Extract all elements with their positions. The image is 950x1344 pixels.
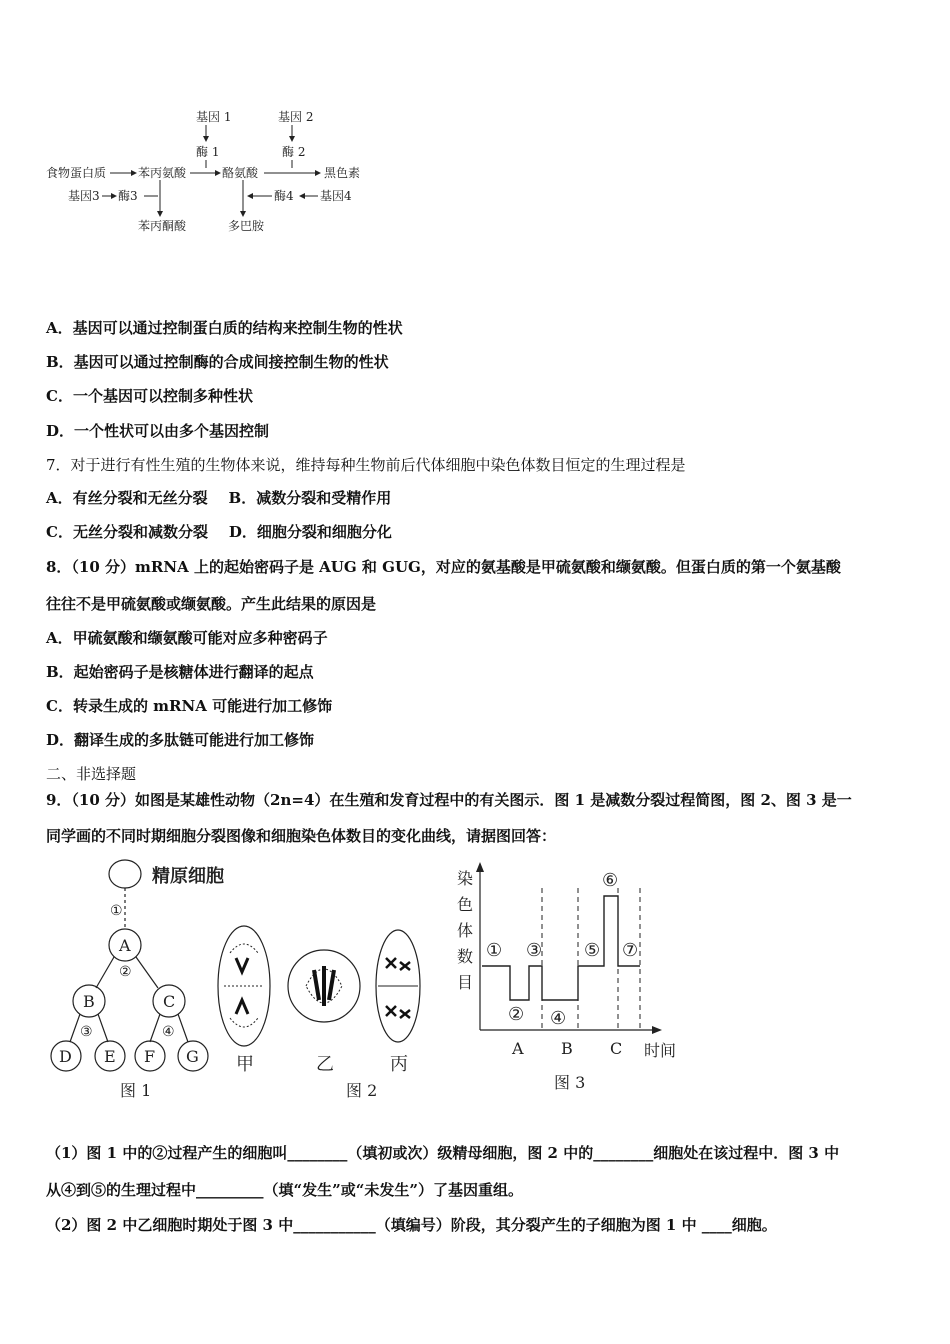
metabolic-pathway-diagram	[40, 100, 380, 250]
food-protein-label: 食物蛋白质	[46, 166, 107, 180]
q7-stem: 7．对于进行有性生殖的生物体来说，维持每种生物前后代体细胞中染色体数目恒定的生理过程是	[46, 456, 686, 474]
figure-3-chromosome-chart	[457, 862, 676, 1092]
melanin-label: 黑色素	[324, 166, 361, 180]
fig3-stage-7: ⑦	[622, 940, 639, 961]
fig3-caption: 图 3	[554, 1073, 586, 1092]
enzyme1-label: 酶 1	[196, 145, 220, 159]
fig3-stage-1: ①	[486, 940, 503, 961]
figure-2-cell-images	[218, 926, 420, 1100]
fig1-step2: ②	[119, 964, 132, 980]
spermatogonium-label: 精原细胞	[152, 866, 224, 887]
fig1-step3: ③	[80, 1024, 93, 1040]
q8-stem-line2: 往往不是甲硫氨酸或缬氨酸。产生此结果的原因是	[46, 595, 377, 613]
fig2-yi: 乙	[316, 1054, 334, 1075]
q8-option-b: B．起始密码子是核糖体进行翻译的起点	[46, 663, 314, 681]
gene4-label: 基因4	[320, 189, 352, 203]
tyr-label: 酪氨酸	[222, 166, 259, 180]
fig3-stage-5: ⑤	[584, 940, 601, 961]
fig1-step1: ①	[110, 903, 123, 919]
q6-option-d: D．一个性状可以由多个基因控制	[46, 422, 270, 440]
q9-sub1-line1: （1）图 1 中的②过程产生的细胞叫________（填初或次）级精母细胞，图 2 中的________细胞处在该过程中．图 3 中	[46, 1144, 840, 1162]
fig1-node-a: A	[119, 936, 131, 955]
q9-stem-line2: 同学画的不同时期细胞分裂图像和细胞染色体数目的变化曲线，请据图回答：	[46, 827, 557, 845]
q8-option-c: C．转录生成的 mRNA 可能进行加工修饰	[46, 697, 333, 715]
q8-option-a: A．甲硫氨酸和缬氨酸可能对应多种密码子	[46, 629, 328, 647]
fig3-tick-c: C	[610, 1039, 623, 1058]
fig2-caption: 图 2	[346, 1081, 378, 1100]
fig3-stage-4: ④	[550, 1008, 567, 1029]
fig1-node-c: C	[163, 992, 176, 1011]
fig3-ylabel-2: 色	[457, 895, 474, 914]
enzyme4-label: 酶4	[274, 189, 294, 203]
fig3-tick-a: A	[512, 1039, 524, 1058]
fig3-tick-b: B	[561, 1039, 573, 1058]
fig3-ylabel-4: 数	[457, 947, 474, 966]
q7-options-row2: C．无丝分裂和减数分裂 D．细胞分裂和细胞分化	[46, 523, 392, 541]
phenylpyruvate-label: 苯丙酮酸	[138, 219, 187, 233]
q6-option-b: B．基因可以通过控制酶的合成间接控制生物的性状	[46, 353, 389, 371]
q7-options-row1: A．有丝分裂和无丝分裂 B．减数分裂和受精作用	[46, 489, 392, 507]
q6-option-a: A．基因可以通过控制蛋白质的结构来控制生物的性状	[46, 319, 403, 337]
fig1-step4: ④	[162, 1024, 175, 1040]
fig2-jia: 甲	[236, 1054, 254, 1075]
fig3-ylabel-5: 目	[457, 973, 474, 992]
fig1-node-f: F	[144, 1047, 156, 1066]
meiosis-figures	[44, 858, 704, 1108]
q6-option-c: C．一个基因可以控制多种性状	[46, 387, 253, 405]
enzyme2-label: 酶 2	[282, 145, 306, 159]
fig1-caption: 图 1	[120, 1081, 152, 1100]
figure-1-meiosis-tree	[51, 860, 224, 1100]
fig1-node-d: D	[59, 1047, 72, 1066]
q9-sub1-line2: 从④到⑤的生理过程中_________（填“发生”或“未发生”）了基因重组。	[46, 1181, 524, 1199]
fig1-node-b: B	[83, 992, 95, 1011]
q9-stem-line1: 9．（10 分）如图是某雄性动物（2n=4）在生殖和发育过程中的有关图示．图 1 是减数分裂过程简图，图 2、图 3 是一	[46, 791, 852, 809]
fig3-stage-6: ⑥	[602, 870, 619, 891]
section-heading: 二、非选择题	[46, 765, 137, 783]
fig3-stage-2: ②	[508, 1004, 525, 1025]
fig3-stage-3: ③	[526, 940, 543, 961]
enzyme3-label: 酶3	[118, 189, 138, 203]
q9-sub2: （2）图 2 中乙细胞时期处于图 3 中___________（填编号）阶段，其分裂产生的子细胞为图 1 中 ____细胞。	[46, 1216, 777, 1234]
phe-label: 苯丙氨酸	[138, 166, 187, 180]
fig3-ylabel-1: 染	[457, 869, 474, 888]
fig1-node-e: E	[104, 1047, 116, 1066]
fig3-ylabel-3: 体	[457, 921, 474, 940]
gene2-label: 基因 2	[278, 110, 314, 124]
q8-option-d: D．翻译生成的多肽链可能进行加工修饰	[46, 731, 315, 749]
gene1-label: 基因 1	[196, 110, 232, 124]
dopamine-label: 多巴胺	[228, 219, 265, 233]
fig3-xlabel: 时间	[644, 1041, 677, 1060]
fig1-node-g: G	[186, 1047, 199, 1066]
fig2-bing: 丙	[390, 1054, 408, 1075]
q8-stem-line1: 8．（10 分）mRNA 上的起始密码子是 AUG 和 GUG，对应的氨基酸是甲硫氨酸和缬氨酸。但蛋白质的第一个氨基酸	[46, 558, 841, 576]
gene3-label: 基因3	[68, 189, 100, 203]
